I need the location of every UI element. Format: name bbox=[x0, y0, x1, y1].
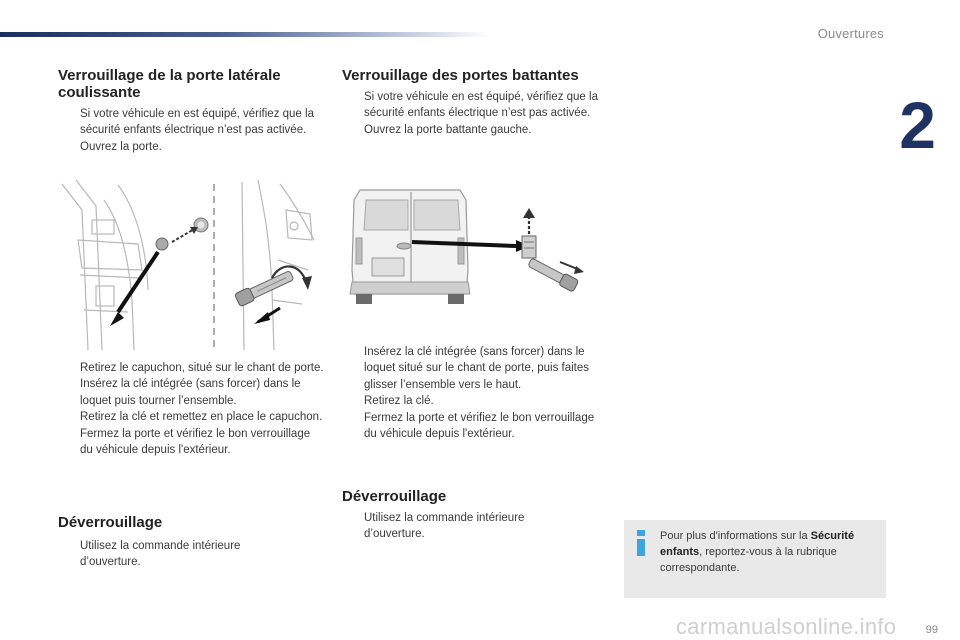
right-section-title: Verrouillage des portes battantes bbox=[342, 67, 579, 84]
left-steps-list bbox=[58, 360, 324, 458]
list-item: Ouvrez la porte. bbox=[80, 140, 162, 153]
rear-doors-illustration bbox=[344, 186, 594, 310]
right-steps-list bbox=[342, 344, 606, 442]
list-item: Utilisez la commande intérieure d’ouverture. bbox=[80, 540, 241, 569]
list-item: Retirez la clé et remettez en place le capuchon. bbox=[80, 411, 323, 424]
left-section-header bbox=[58, 67, 318, 101]
info-link-text: Sécurité enfants bbox=[660, 530, 855, 558]
right-intro-list bbox=[342, 89, 606, 138]
left-steps bbox=[58, 360, 324, 458]
left-unlock bbox=[58, 538, 278, 571]
page-number: 99 bbox=[925, 624, 938, 636]
right-unlock-list bbox=[342, 510, 552, 543]
right-unlock bbox=[342, 510, 552, 543]
list-item: Insérez la clé intégrée (sans forcer) dans le loquet puis tourner l’ensemble. bbox=[80, 378, 301, 407]
list-item: Utilisez la commande intérieure d’ouverture. bbox=[364, 512, 525, 541]
right-steps bbox=[342, 344, 606, 442]
list-item: Fermez la porte et vérifiez le bon verrouillage du véhicule depuis l'extérieur. bbox=[364, 411, 595, 441]
right-unlock-header bbox=[342, 488, 602, 505]
list-item: Fermez la porte et vérifiez le bon verrouillage du véhicule depuis l'extérieur. bbox=[80, 427, 311, 457]
list-item: Si votre véhicule en est équipé, vérifiez que la sécurité enfants électrique n’est pas activée. bbox=[364, 91, 598, 120]
list-item: Insérez la clé intégrée (sans forcer) dans le loquet situé sur le chant de porte, puis faites glisser l’ensemble vers le haut. bbox=[364, 346, 590, 391]
info-icon bbox=[634, 530, 648, 556]
right-unlock-title: Déverrouillage bbox=[342, 488, 447, 505]
chapter-number: 2 bbox=[899, 88, 936, 162]
sliding-door-illustration bbox=[58, 180, 318, 352]
right-section-header bbox=[342, 67, 622, 84]
list-item: Retirez le capuchon, situé sur le chant de porte. bbox=[80, 362, 324, 374]
header-accent-bar bbox=[0, 32, 490, 37]
left-unlock-title: Déverrouillage bbox=[58, 514, 163, 531]
watermark: carmanualsonline.info bbox=[676, 614, 897, 639]
list-item: Ouvrez la porte battante gauche. bbox=[364, 123, 532, 136]
info-text: Pour plus d'informations sur la Sécurité enfants, reportez-vous à la rubrique correspondante. bbox=[660, 530, 855, 574]
left-unlock-header bbox=[58, 514, 318, 531]
chapter-title: Ouvertures bbox=[817, 26, 884, 41]
list-item: Retirez la clé. bbox=[364, 395, 434, 408]
left-intro-list bbox=[58, 106, 320, 155]
right-intro bbox=[342, 89, 606, 138]
info-box bbox=[624, 520, 886, 598]
list-item: Si votre véhicule en est équipé, vérifiez que la sécurité enfants électrique n’est pas activée. bbox=[80, 108, 314, 137]
left-section-title: Verrouillage de la porte latérale coulissante bbox=[58, 67, 281, 101]
left-intro bbox=[58, 106, 320, 155]
left-unlock-list bbox=[58, 538, 278, 571]
